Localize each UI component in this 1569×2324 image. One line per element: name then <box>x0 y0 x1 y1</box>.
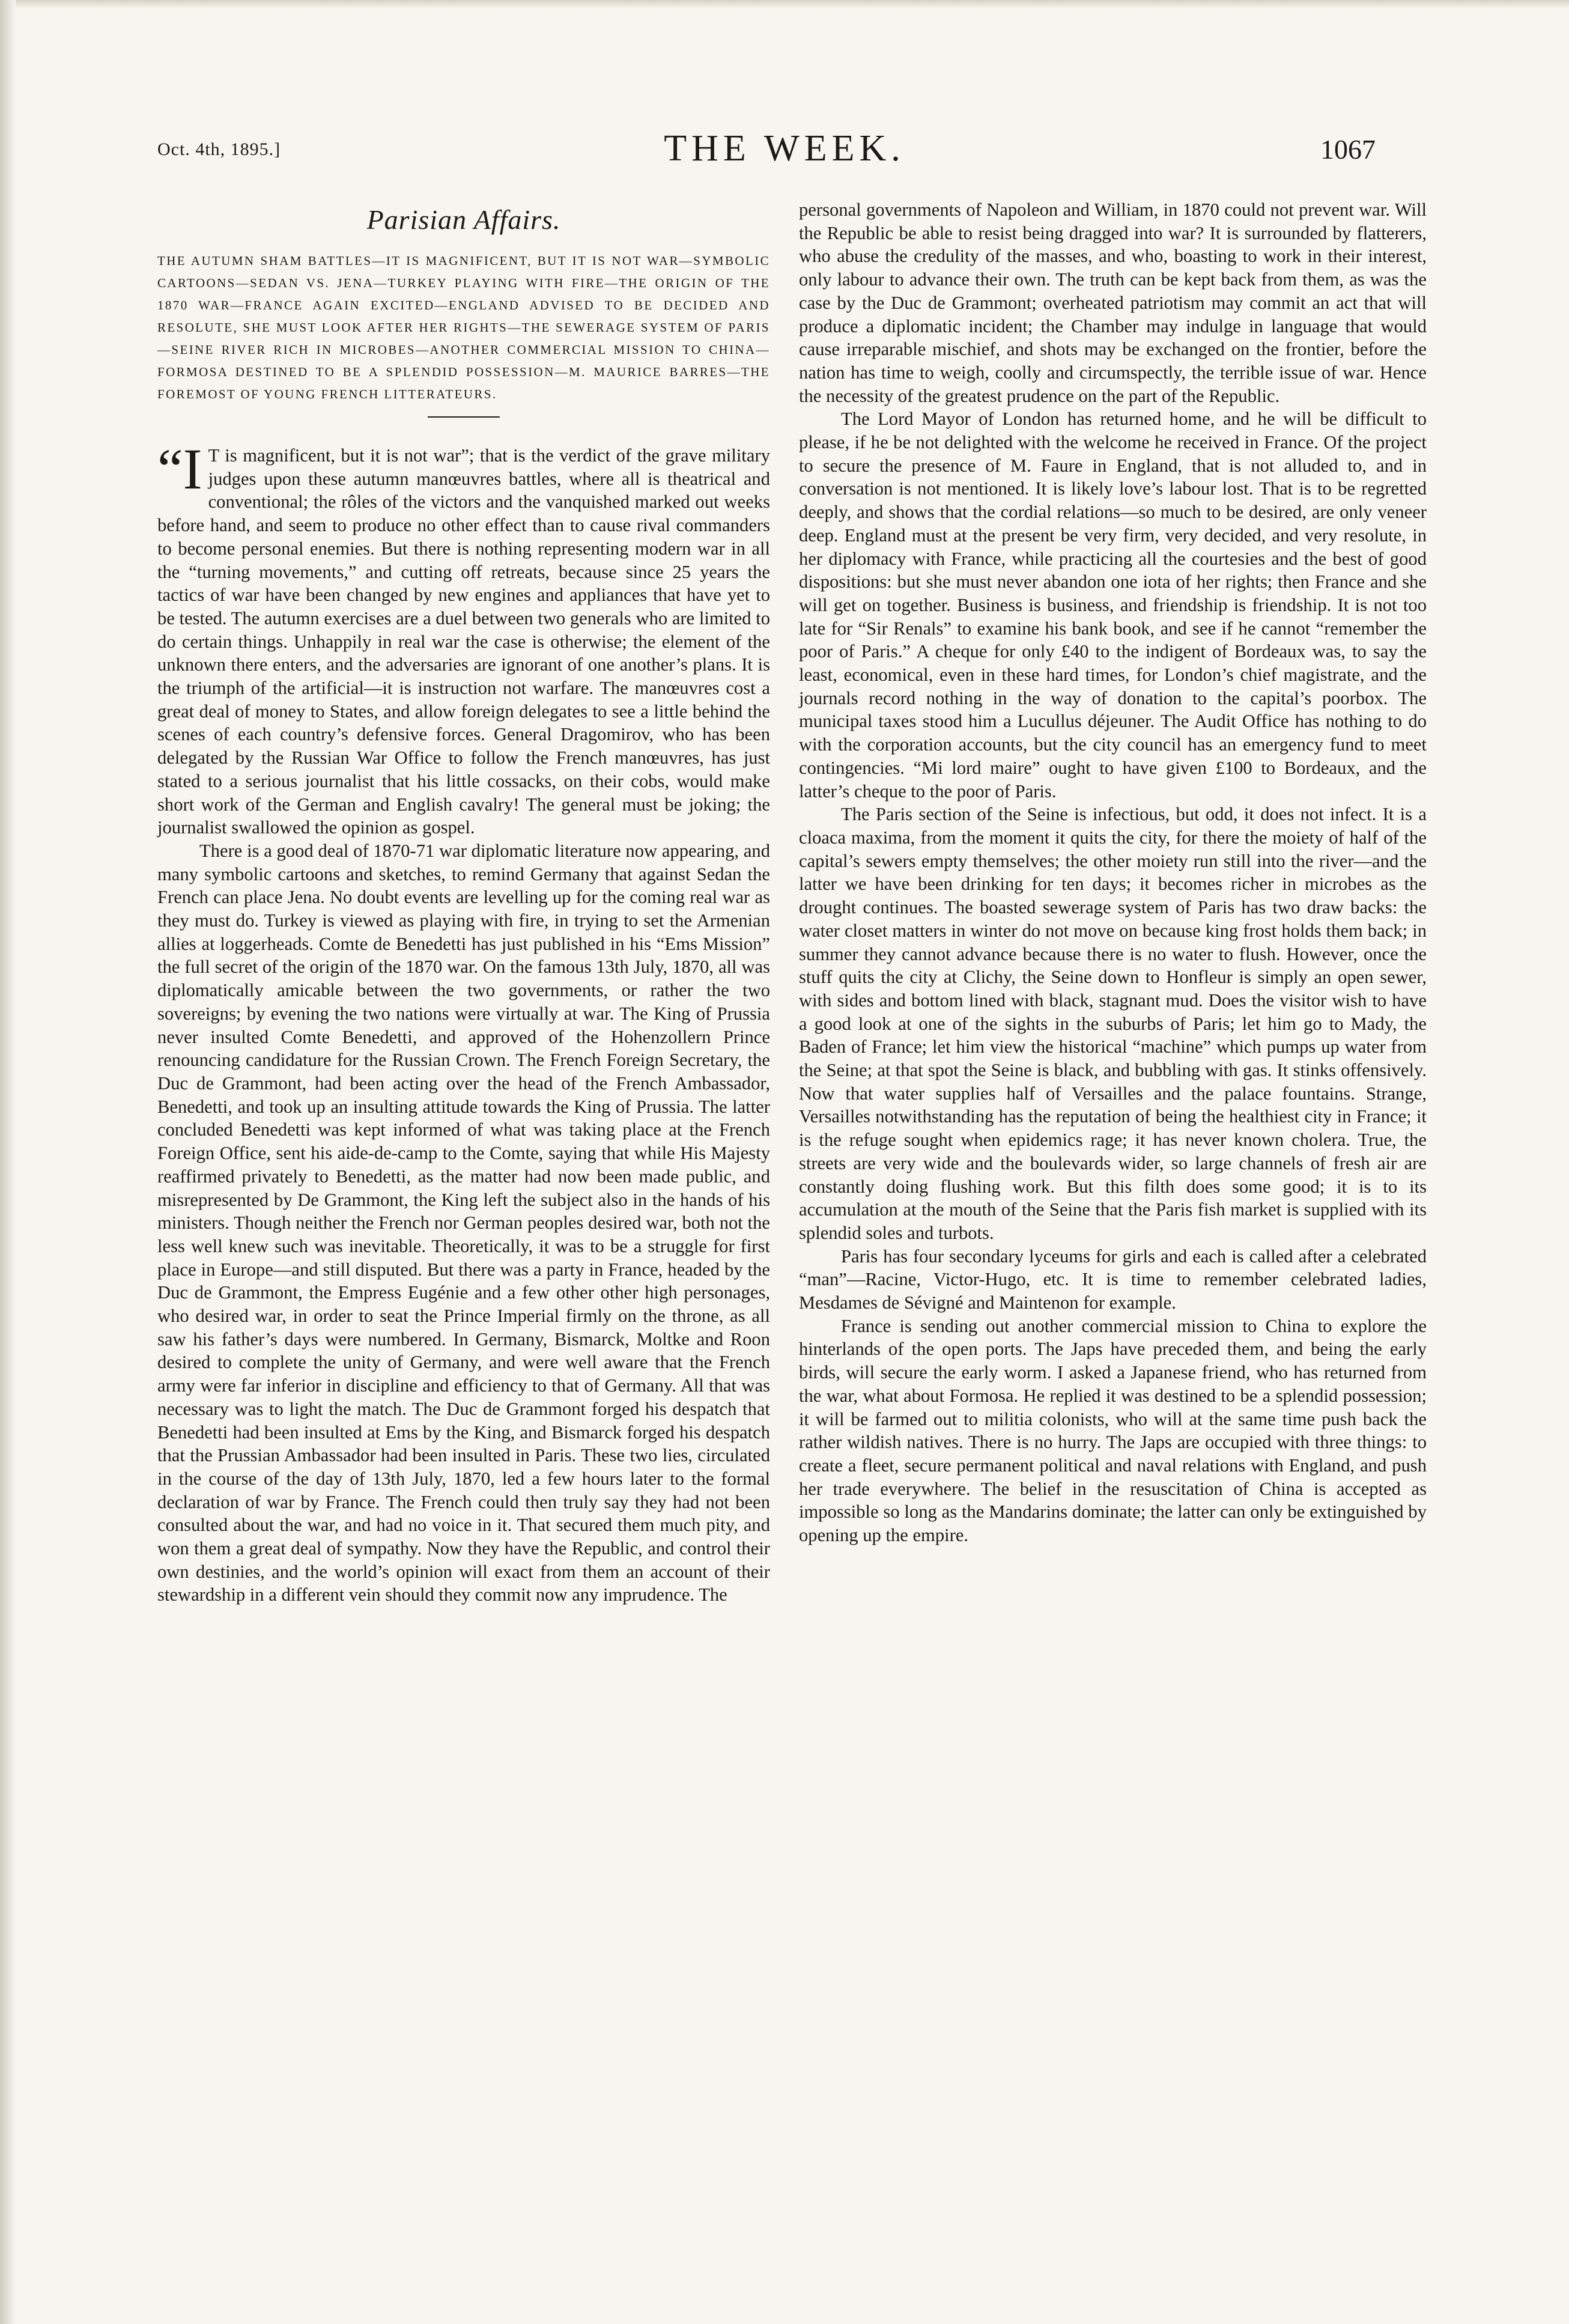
paragraph-6: France is sending out another commercial mission to China to explore the hinterlands of the open ports. The Japs have preceded them, and being the early birds, will secure the early worm. I asked a Japanese friend, who has returned from the war, what about Formosa. He replied it was destined to be a splendid possession; it will be farmed out to militia colonists, who will at the same time push back the rather wildish natives. There is no hurry. The Japs are occupied with three things: to create a fleet, secure permanent political and naval relations with England, and push her trade everywhere. The belief in the resuscitation of China is accepted as impossible so long as the Mandarins dominate; the latter can only be extinguished by opening up the empire. <box>799 1315 1427 1546</box>
page-edge-top <box>0 0 1569 8</box>
page-number: 1067 <box>1320 134 1376 165</box>
paragraph-5: Paris has four secondary lyceums for girls and each is called after a celebrated “man”—Racine, Victor-Hugo, etc. It is time to remember celebrated ladies, Mesdames de Sévigné and Maintenon for example. <box>799 1246 1427 1313</box>
article-title: Parisian Affairs. <box>366 204 561 235</box>
paragraph-4: The Paris section of the Seine is infectious, but odd, it does not infect. It is a cloaca maxima, from the moment it quits the city, for there the moiety of half of the capital’s sewers empty themselves; the other moiety run still into the river—and the latter we have been drinking for ten days; it becomes richer in microbes as the drought continues. The boasted sewerage system of Paris has two draw backs: the water closet matters in winter do not move on because king frost holds them back; in summer they cannot advance because there is no water to flush. However, once the stuff quits the city at Clichy, the Seine down to Honfleur is simply an open sewer, with sides and bottom lined with black, stagnant mud. Does the visitor wish to have a good look at one of the sights in the suburbs of Paris; let him go to Mady, the Baden of France; let him view the historical “machine” which pumps up water from the Seine; at that spot the Seine is black, and bubbling with gas. It stinks offensively. Now that water supplies half of Versailles and the palace fountains. Strange, Versailles notwithstanding has the reputation of being the healthiest city in France; it is the refuge sought when epidemics rage; it has never known cholera. True, the streets are very wide and the boulevards wider, so large channels of fresh air are constantly doing flushing work. But this filth does some good; it is to its accumulation at the mouth of the Seine that the Paris fish market is supplied with its splendid soles and turbots. <box>799 804 1427 1243</box>
article-synopsis: THE AUTUMN SHAM BATTLES—IT IS MAGNIFICENT, BUT IT IS NOT WAR—SYMBOLIC CARTOONS—SEDAN VS. JENA—TURKEY PLAYING WITH FIRE—THE ORIGIN OF THE 1870 WAR—FRANCE AGAIN EXCITED—ENGLAND ADVISED TO BE DECIDED AND RESOLUTE, SHE MUST LOOK AFTER HER RIGHTS—THE SEWERAGE SYSTEM OF PARIS—SEINE RIVER RICH IN MICROBES—ANOTHER COMMERCIAL MISSION TO CHINA—FORMOSA DESTINED TO BE A SPLENDID POSSESSION—M. MAURICE BARRES—THE FOREMOST OF YOUNG FRENCH LITTERATEURS. <box>157 254 770 401</box>
paragraph-1-text: T is magnificent, but it is not war”; that is the verdict of the grave military judges upon these autumn manœuvres battles, where all is theatrical and conventional; the rôles of the victors and the vanquished marked out weeks before hand, and seem to produce no other effect than to cause rival commanders to become personal enemies. But there is nothing representing modern war in all the “turning movements,” and cutting off retreats, because since 25 years the tactics of war have been changed by new engines and appliances that have yet to be tested. The autumn exercises are a duel between two generals who are limited to do certain things. Unhappily in real war the case is otherwise; the element of the unknown there enters, and the adversaries are ignorant of one another’s plans. It is the triumph of the artificial—it is instruction not warfare. The manœuvres cost a great deal of money to States, and allow foreign delegates to see a little behind the scenes of each country’s defensive forces. General Dragomirov, who has been delegated by the Russian War Office to follow the French manœuvres, has just stated to a serious journalist that his little cossacks, on their cobs, would make short work of the German and English cavalry! The general must be joking; the journalist swallowed the opinion as gospel. <box>157 445 770 838</box>
right-column <box>799 198 1427 1547</box>
paragraph-3: The Lord Mayor of London has returned home, and he will be difficult to please, if he be not delighted with the welcome he received in France. Of the project to secure the presence of M. Faure in England, that is not alluded to, and in conversation is not mentioned. It is likely love’s labour lost. That is to be regretted deeply, and shows that the cordial relations—so much to be desired, are only veneer deep. England must at the present be very firm, very decided, and very resolute, in her diplomacy with France, while practicing all the courtesies and the best of good dispositions: but she must never abandon one iota of her rights; then France and she will get on together. Business is business, and friendship is friendship. It is not too late for “Sir Renals” to examine his bank book, and see if he cannot “remember the poor of Paris.” A cheque for only £40 to the indigent of Bordeaux was, to say the least, economical, even in these hard times, for London’s chief magistrate, and the journals record nothing in the way of donation to the capital’s poorbox. The municipal taxes stood him a Lucullus déjeuner. The Audit Office has nothing to do with the corporation accounts, but the city council has an emergency fund to meet contingencies. “Mi lord maire” ought to have given £100 to Bordeaux, and the latter’s cheque to the poor of Paris. <box>799 409 1427 802</box>
paragraph-2: There is a good deal of 1870-71 war diplomatic literature now appearing, and many symbolic cartoons and sketches, to remind Germany that against Sedan the French can place Jena. No doubt events are levelling up for the coming real war as they must do. Turkey is viewed as playing with fire, in trying to set the Armenian allies at loggerheads. Comte de Benedetti has just published in his “Ems Mission” the full secret of the origin of the 1870 war. On the famous 13th July, 1870, all was diplomatically amicable between the two governments, or rather the two sovereigns; by evening the two nations were virtually at war. The King of Prussia never insulted Comte Benedetti, and approved of the Hohenzollern Prince renouncing candidature for the Russian Crown. The French Foreign Secretary, the Duc de Grammont, had been acting over the head of the French Ambassador, Benedetti, and took up an insulting attitude towards the King of Prussia. The latter concluded Benedetti was kept informed of what was taking place at the French Foreign Office, sent his aide-de-camp to the Comte, saying that while His Majesty reaffirmed privately to Benedetti, as the matter had now been made public, and misrepresented by De Grammont, the King left the subject also in the hands of his ministers. Though neither the French nor German peoples desired war, both not the less well knew such was inevitable. Theoretically, it was to be a struggle for first place in Europe—and still disputed. But there was a party in France, headed by the Duc de Grammont, the Empress Eugénie and a few other other high personages, who desired war, in order to seat the Prince Imperial firmly on the throne, as all saw his father’s days were numbered. In Germany, Bismarck, Moltke and Roon desired to complete the unity of Germany, and were well aware that the French army were far inferior in discipline and efficiency to that of Germany. All that was necessary was to light the match. The Duc de Grammont forged his despatch that Benedetti had been insulted at Ems by the King, and Bismarck forged his despatch that the Prussian Ambassador had been insulted in Paris. These two lies, circulated in the course of the day of 13th July, 1870, led a few hours later to the formal declaration of war by France. The French could then truly say they had not been consulted about the war, and had no voice in it. That secured them much pity, and won them a great deal of sympathy. Now they have the Republic, and control their own destinies, and the world’s opinion will exact from them an account of their stewardship in a different vein should they commit now any imprudence. The <box>157 840 770 1605</box>
paragraph-2-continued: personal governments of Napoleon and William, in 1870 could not prevent war. Will the Republic be able to resist being dragged into war? It is surrounded by flatterers, who abuse the credulity of the masses, and who, boasting to work in their interest, only labour to advance their own. The truth can be kept back from them, as was the case by the Duc de Grammont; overheated patriotism may commit an act that will produce a diplomatic incident; the Chamber may indulge in language that would cause irreparable mischief, and shots may be exchanged on the frontier, before the nation has time to weigh, coolly and circumspectly, the terrible issue of war. Hence the necessity of the greatest prudence on the part of the Republic. <box>799 199 1427 406</box>
issue-date: Oct. 4th, 1895.] <box>157 139 281 159</box>
divider-rule <box>428 416 500 418</box>
left-column <box>157 198 770 1607</box>
paragraph-1 <box>157 437 770 839</box>
masthead-title: THE WEEK. <box>664 128 905 169</box>
page-edge-left <box>0 0 16 2324</box>
drop-cap: “I <box>157 437 202 501</box>
